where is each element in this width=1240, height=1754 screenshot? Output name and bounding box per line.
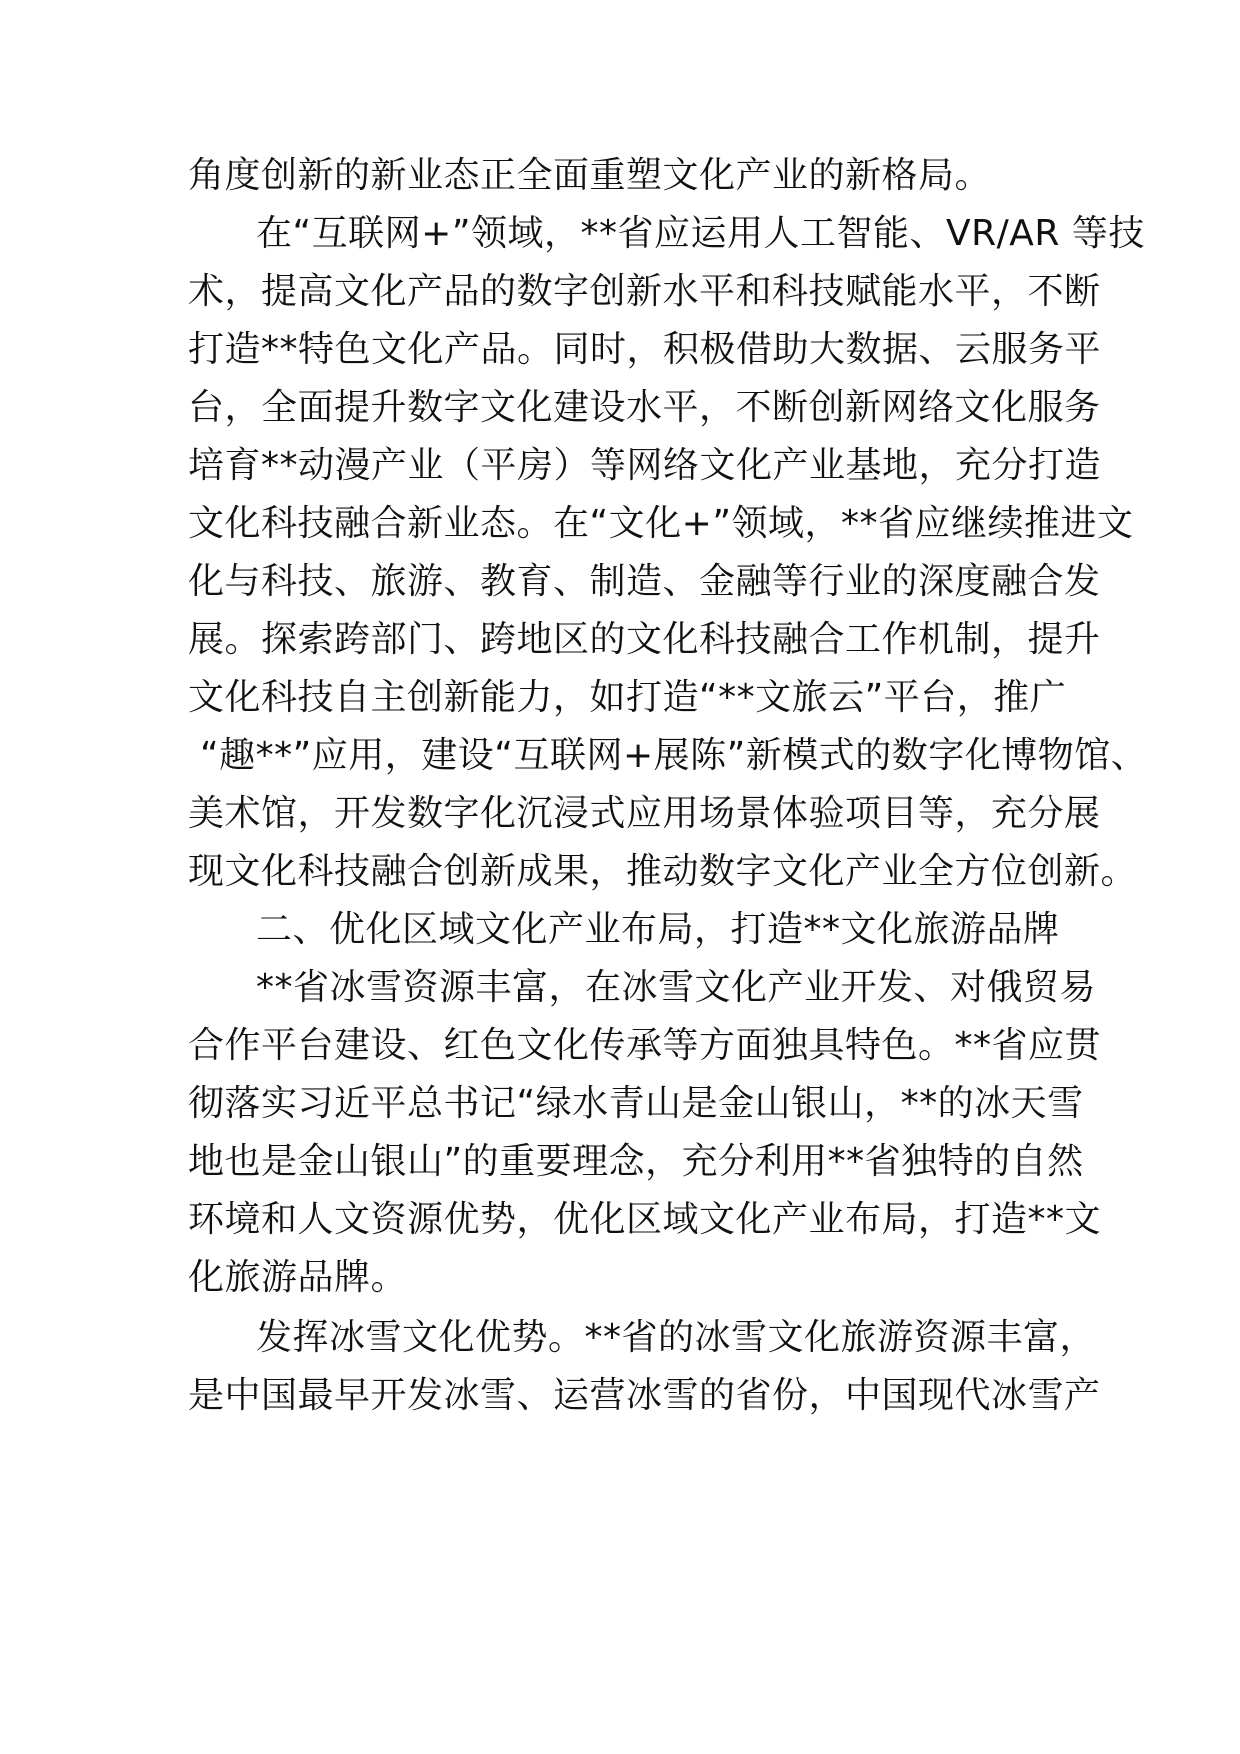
text-line: 现文化科技融合创新成果，推动数字文化产业全方位创新。	[188, 851, 1138, 892]
text-line: 合作平台建设、红色文化传承等方面独具特色。**省应贯	[188, 1025, 1102, 1066]
text-line: 化与科技、旅游、教育、制造、金融等行业的深度融合发	[188, 561, 1101, 602]
text-line: 展。探索跨部门、跨地区的文化科技融合工作机制，提升	[188, 619, 1101, 660]
text-line: 环境和人文资源优势，优化区域文化产业布局，打造**文	[188, 1199, 1102, 1240]
text-line: 美术馆，开发数字化沉浸式应用场景体验项目等，充分展	[188, 793, 1101, 834]
paragraph-first-line: 在“互联网+”领域，**省应运用人工智能、VR/AR 等技	[256, 213, 1145, 254]
section-heading: 二、优化区域文化产业布局，打造**文化旅游品牌	[256, 909, 1060, 950]
text-line: 培育**动漫产业（平房）等网络文化产业基地，充分打造	[188, 445, 1102, 486]
paragraph-first-line: 发挥冰雪文化优势。**省的冰雪文化旅游资源丰富，	[256, 1317, 1097, 1358]
paragraph-first-line: **省冰雪资源丰富，在冰雪文化产业开发、对俄贸易	[256, 967, 1097, 1008]
text-line: 打造**特色文化产品。同时，积极借助大数据、云服务平	[188, 329, 1102, 370]
text-line: 台，全面提升数字文化建设水平，不断创新网络文化服务	[188, 387, 1101, 428]
text-line: 术，提高文化产品的数字创新水平和科技赋能水平，不断	[188, 271, 1101, 312]
text-line: 文化科技自主创新能力，如打造“**文旅云”平台，推广	[188, 677, 1067, 718]
text-line: “趣**”应用，建设“互联网+展陈”新模式的数字化博物馆、	[200, 735, 1148, 776]
text-line: 化旅游品牌。	[188, 1257, 408, 1298]
text-line: 地也是金山银山”的重要理念，充分利用**省独特的自然	[188, 1141, 1084, 1182]
text-line: 是中国最早开发冰雪、运营冰雪的省份，中国现代冰雪产	[188, 1375, 1101, 1416]
text-line: 角度创新的新业态正全面重塑文化产业的新格局。	[188, 155, 992, 196]
text-line: 彻落实习近平总书记“绿水青山是金山银山，**的冰天雪	[188, 1083, 1084, 1124]
text-line: 文化科技融合新业态。在“文化+”领域，**省应继续推进文	[188, 503, 1134, 544]
